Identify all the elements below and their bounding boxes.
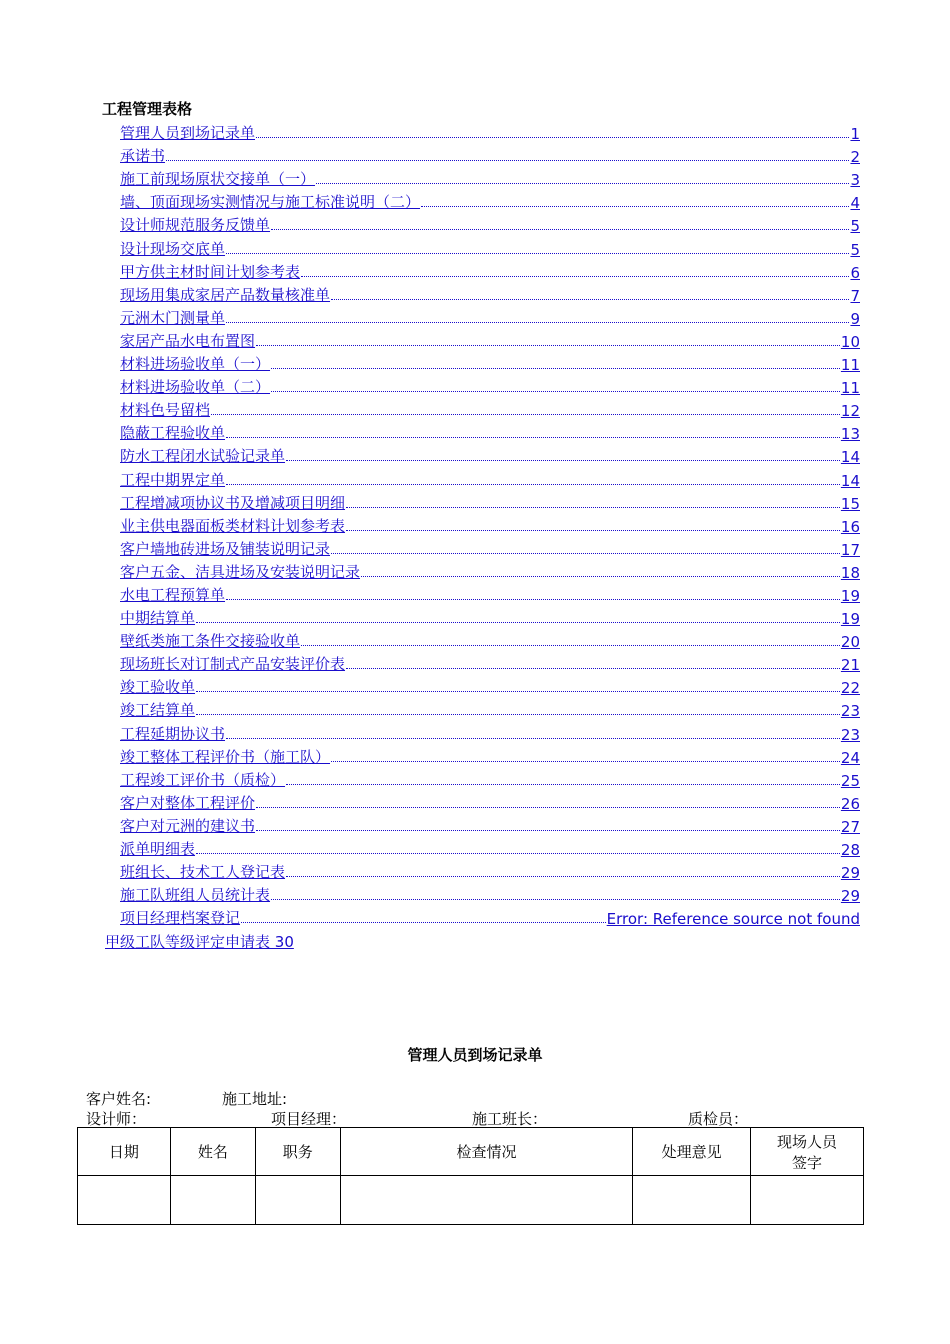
toc-entry-page: 5 xyxy=(850,217,860,236)
toc-entry-page: 12 xyxy=(840,402,860,421)
designer-label: 设计师： xyxy=(86,1110,147,1128)
header-signature-line2: 签字 xyxy=(792,1153,823,1172)
toc-leader-dots xyxy=(211,413,840,415)
toc-entry-label: 工程竣工评价书（质检） xyxy=(120,770,286,789)
toc-entry-label: 工程增减项协议书及增减项目明细 xyxy=(120,493,346,512)
toc-entry[interactable] xyxy=(120,235,860,258)
toc-entry-page: 29 xyxy=(840,887,860,906)
toc-leader-dots xyxy=(166,159,849,161)
toc-entry-label: 竣工结算单 xyxy=(120,701,196,720)
toc-entry[interactable] xyxy=(120,559,860,582)
toc-entry[interactable] xyxy=(120,905,860,928)
toc-leader-dots xyxy=(256,806,840,808)
toc-entry[interactable] xyxy=(120,651,860,674)
toc-entry-page: Error: Reference source not found xyxy=(606,910,860,929)
toc-entry[interactable] xyxy=(120,189,860,212)
toc-leader-dots xyxy=(286,459,840,461)
toc-entry-page: 5 xyxy=(850,240,860,259)
toc-leader-dots xyxy=(241,921,606,923)
toc-entry-page: 3 xyxy=(850,171,860,190)
header-date: 日期 xyxy=(78,1128,171,1176)
toc-entry[interactable] xyxy=(120,351,860,374)
toc-entry[interactable] xyxy=(120,374,860,397)
toc-entry-label: 客户对元洲的建议书 xyxy=(120,816,256,835)
toc-entry[interactable] xyxy=(120,720,860,743)
toc-leader-dots xyxy=(421,205,849,207)
toc-entry-label: 中期结算单 xyxy=(120,609,196,628)
toc-leader-dots xyxy=(271,898,840,900)
toc-leader-dots xyxy=(346,529,840,531)
toc-leader-dots xyxy=(226,436,840,438)
toc-leader-dots xyxy=(331,552,840,554)
toc-entry-label: 现场班长对订制式产品安装评价表 xyxy=(120,655,346,674)
toc-entry[interactable] xyxy=(120,397,860,420)
toc-entry-label: 防水工程闭水试验记录单 xyxy=(120,447,286,466)
header-signature-line1: 现场人员 xyxy=(777,1132,838,1151)
toc-leader-dots xyxy=(286,783,840,785)
toc-entry-label: 工程延期协议书 xyxy=(120,724,226,743)
toc-entry[interactable] xyxy=(120,443,860,466)
toc-entry[interactable] xyxy=(120,859,860,882)
toc-entry-page: 26 xyxy=(840,794,860,813)
toc-entry-label: 设计师规范服务反馈单 xyxy=(120,216,271,235)
toc-entry-label: 材料色号留档 xyxy=(120,401,211,420)
toc-leader-dots xyxy=(196,690,840,692)
toc-entry-label: 承诺书 xyxy=(120,147,166,166)
toc-entry[interactable] xyxy=(120,882,860,905)
toc-entry-page: 16 xyxy=(840,517,860,536)
toc-entry-label: 元洲木门测量单 xyxy=(120,308,226,327)
header-signature xyxy=(751,1128,864,1176)
toc-entry-page: 20 xyxy=(840,633,860,652)
toc-entry-page: 23 xyxy=(840,702,860,721)
toc-entry-page: 1 xyxy=(850,125,860,144)
toc-entry[interactable] xyxy=(120,259,860,282)
toc-entry-label: 派单明细表 xyxy=(120,840,196,858)
toc-entry-page: 6 xyxy=(850,263,860,282)
toc-entry[interactable] xyxy=(120,490,860,513)
toc-leader-dots xyxy=(331,298,849,300)
form-title: 管理人员到场记录单 xyxy=(407,1046,543,1064)
toc-entry-label: 客户五金、洁具进场及安装说明记录 xyxy=(120,562,361,581)
toc-entry-page: 29 xyxy=(840,864,860,883)
toc-leader-dots xyxy=(226,321,849,323)
toc-entry[interactable] xyxy=(120,674,860,697)
toc-entry-page: 15 xyxy=(840,494,860,513)
toc-leader-dots xyxy=(226,598,840,600)
toc-leader-dots xyxy=(301,644,840,646)
toc-entry-label: 工程中期界定单 xyxy=(120,470,226,489)
toc-entry[interactable] xyxy=(120,282,860,305)
toc-entry-page: 19 xyxy=(840,586,860,605)
toc-entry-page: 4 xyxy=(850,194,860,213)
toc-entry-label: 班组长、技术工人登记表 xyxy=(120,863,286,882)
toc-entry-label: 壁纸类施工条件交接验收单 xyxy=(120,632,301,651)
table-row xyxy=(78,1176,864,1225)
toc-entry-label: 客户墙地砖进场及铺装说明记录 xyxy=(120,539,331,558)
toc-entry[interactable] xyxy=(120,466,860,489)
toc-entry-page: 10 xyxy=(840,332,860,351)
toc-entry[interactable] xyxy=(120,697,860,720)
toc-entry[interactable] xyxy=(120,813,860,836)
toc-entry-page: 7 xyxy=(850,286,860,305)
toc-entry-label: 项目经理档案登记 xyxy=(120,909,241,928)
toc-entry[interactable] xyxy=(120,120,860,143)
toc-entry-label: 甲方供主材时间计划参考表 xyxy=(120,262,301,281)
toc-leader-dots xyxy=(331,760,840,762)
toc-entry[interactable] xyxy=(120,582,860,605)
project-manager-label: 项目经理： xyxy=(271,1110,347,1128)
toc-leader-dots xyxy=(256,829,840,831)
toc-leader-dots xyxy=(226,252,849,254)
toc-leader-dots xyxy=(271,390,840,392)
toc-leader-dots xyxy=(361,575,840,577)
toc-leader-dots xyxy=(346,506,840,508)
toc-entry-page: 22 xyxy=(840,679,860,698)
toc-entry[interactable] xyxy=(120,605,860,628)
toc-entry-label: 现场用集成家居产品数量核准单 xyxy=(120,285,331,304)
toc-extra-link[interactable]: 甲级工队等级评定申请表 30 xyxy=(105,933,294,951)
header-handling-opinion: 处理意见 xyxy=(633,1128,751,1176)
header-name: 姓名 xyxy=(170,1128,255,1176)
toc-entry-page: 24 xyxy=(840,748,860,767)
toc-entry-label: 业主供电器面板类材料计划参考表 xyxy=(120,516,346,535)
toc-entry-label: 施工队班组人员统计表 xyxy=(120,886,271,905)
table-of-contents xyxy=(120,120,860,928)
toc-entry-label: 竣工验收单 xyxy=(120,678,196,697)
toc-leader-dots xyxy=(226,483,840,485)
cell-date[interactable] xyxy=(78,1176,171,1225)
toc-entry-label: 墙、顶面现场实测情况与施工标准说明（二） xyxy=(120,193,421,212)
toc-leader-dots xyxy=(271,367,840,369)
toc-entry-page: 17 xyxy=(840,540,860,559)
header-inspection: 检查情况 xyxy=(340,1128,633,1176)
cell-signature[interactable] xyxy=(751,1176,864,1225)
toc-entry-label: 竣工整体工程评价书（施工队） xyxy=(120,747,331,766)
toc-entry[interactable] xyxy=(120,420,860,443)
toc-entry-page: 21 xyxy=(840,656,860,675)
toc-entry-label: 水电工程预算单 xyxy=(120,585,226,604)
toc-leader-dots xyxy=(286,875,840,877)
toc-leader-dots xyxy=(196,852,840,854)
foreman-label: 施工班长： xyxy=(472,1110,548,1128)
toc-entry-page: 25 xyxy=(840,771,860,790)
toc-leader-dots xyxy=(271,228,849,230)
toc-entry[interactable] xyxy=(120,536,860,559)
toc-entry-label: 管理人员到场记录单 xyxy=(120,124,256,143)
header-position: 职务 xyxy=(255,1128,340,1176)
toc-entry[interactable] xyxy=(120,744,860,767)
toc-entry-page: 18 xyxy=(840,563,860,582)
toc-leader-dots xyxy=(316,182,849,184)
toc-entry-label: 材料进场验收单（一） xyxy=(120,355,271,374)
toc-entry[interactable] xyxy=(120,513,860,536)
customer-name-label: 客户姓名: xyxy=(86,1090,152,1108)
toc-leader-dots xyxy=(196,621,840,623)
toc-entry-page: 9 xyxy=(850,309,860,328)
toc-entry[interactable] xyxy=(120,328,860,351)
toc-entry[interactable] xyxy=(120,305,860,328)
toc-entry[interactable] xyxy=(120,767,860,790)
toc-entry-page: 2 xyxy=(850,148,860,167)
toc-entry-label: 设计现场交底单 xyxy=(120,239,226,258)
address-label: 施工地址: xyxy=(222,1090,288,1108)
toc-leader-dots xyxy=(196,713,840,715)
cell-inspection[interactable] xyxy=(340,1176,633,1225)
toc-entry[interactable] xyxy=(120,790,860,813)
toc-title: 工程管理表格 xyxy=(102,100,193,118)
cell-position[interactable] xyxy=(255,1176,340,1225)
toc-entry-page: 13 xyxy=(840,425,860,444)
toc-entry-page: 27 xyxy=(840,817,860,836)
toc-entry-page: 28 xyxy=(840,841,860,859)
toc-entry[interactable] xyxy=(120,166,860,189)
toc-entry[interactable] xyxy=(120,836,860,859)
toc-entry-page: 14 xyxy=(840,448,860,467)
attendance-record-table xyxy=(77,1127,864,1225)
toc-leader-dots xyxy=(346,667,840,669)
toc-leader-dots xyxy=(226,737,840,739)
table-header-row xyxy=(78,1128,864,1176)
toc-entry-label: 客户对整体工程评价 xyxy=(120,793,256,812)
toc-entry[interactable] xyxy=(120,212,860,235)
cell-handling-opinion[interactable] xyxy=(633,1176,751,1225)
toc-entry-page: 11 xyxy=(840,379,860,398)
toc-entry-label: 家居产品水电布置图 xyxy=(120,331,256,350)
toc-entry-page: 14 xyxy=(840,471,860,490)
toc-entry-page: 11 xyxy=(840,356,860,375)
toc-entry[interactable] xyxy=(120,628,860,651)
toc-entry-page: 19 xyxy=(840,610,860,629)
toc-entry-page: 23 xyxy=(840,725,860,744)
toc-entry-label: 隐蔽工程验收单 xyxy=(120,424,226,443)
toc-entry-label: 材料进场验收单（二） xyxy=(120,378,271,397)
inspector-label: 质检员： xyxy=(688,1110,749,1128)
toc-leader-dots xyxy=(301,275,849,277)
toc-leader-dots xyxy=(256,136,849,138)
toc-leader-dots xyxy=(256,344,840,346)
cell-name[interactable] xyxy=(170,1176,255,1225)
toc-entry[interactable] xyxy=(120,143,860,166)
toc-entry-label: 施工前现场原状交接单（一） xyxy=(120,170,316,189)
